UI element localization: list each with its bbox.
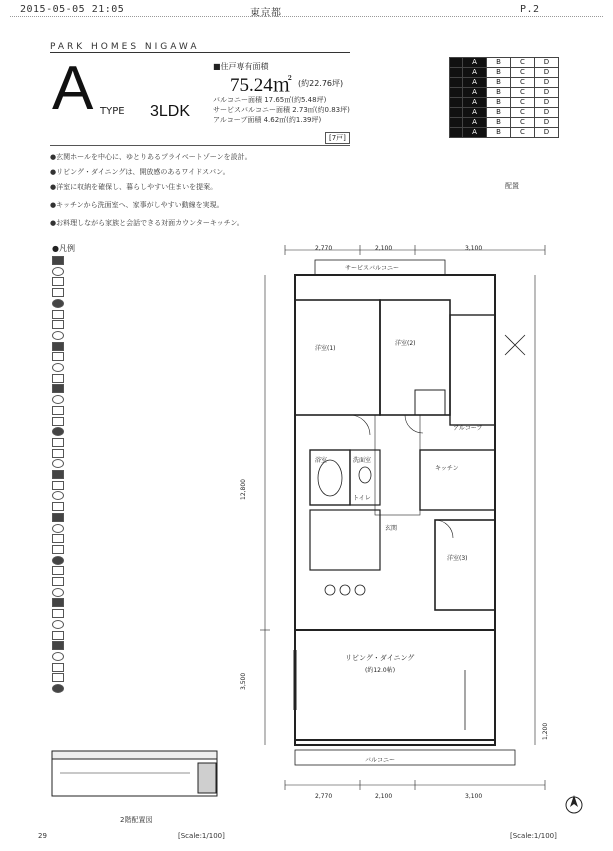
legend-item <box>52 256 70 266</box>
legend-item <box>52 534 70 544</box>
legend-item <box>52 588 70 598</box>
legend-item <box>52 342 70 352</box>
grid-cell: B <box>487 68 511 78</box>
grid-cell: D <box>535 98 559 108</box>
legend-symbol-icon <box>52 684 64 693</box>
footer-scale-right: [Scale:1/100] <box>510 832 557 840</box>
grid-key-cell <box>450 118 463 128</box>
grid-key-cell <box>450 88 463 98</box>
grid-row <box>450 118 559 128</box>
grid-cell: A <box>463 88 487 98</box>
legend-symbol-icon <box>52 534 64 543</box>
legend-symbol-icon <box>52 310 64 319</box>
grid-cell: C <box>511 68 535 78</box>
floor-plan <box>235 230 555 810</box>
grid-cell: A <box>463 108 487 118</box>
legend-item <box>52 299 70 309</box>
grid-cell: C <box>511 98 535 108</box>
grid-cell: B <box>487 78 511 88</box>
brand-name: PARK HOMES NIGAWA <box>50 42 200 52</box>
grid-cell: B <box>487 108 511 118</box>
legend-item <box>52 502 70 512</box>
room-label: バルコニー <box>365 757 396 764</box>
grid-cell: C <box>511 88 535 98</box>
legend-item <box>52 384 70 394</box>
legend-item <box>52 652 70 662</box>
dim-top-3: 3,100 <box>465 245 483 252</box>
grid-row <box>450 58 559 68</box>
type-label: TYPE <box>100 106 125 117</box>
grid-row <box>450 78 559 88</box>
grid-cell: C <box>511 118 535 128</box>
grid-cell: D <box>535 68 559 78</box>
grid-cell: B <box>487 128 511 138</box>
dim-bottom-1: 2,770 <box>315 793 333 800</box>
legend-item <box>52 449 70 459</box>
grid-cell: A <box>463 58 487 68</box>
grid-cell: B <box>487 98 511 108</box>
legend-item <box>52 673 70 683</box>
grid-key-cell <box>450 128 463 138</box>
legend-title: ●凡例 <box>52 244 75 253</box>
feature-item: ●お料理しながら家族と会話できる対面カウンターキッチン。 <box>50 219 244 227</box>
legend-symbol-icon <box>52 641 64 650</box>
room-label: 洋室(2) <box>395 340 416 347</box>
legend-symbol-icon <box>52 481 64 490</box>
dim-bottom-2: 2,100 <box>375 793 393 800</box>
grid-row <box>450 128 559 138</box>
dim-left-1: 12,800 <box>240 479 247 500</box>
legend-item <box>52 288 70 298</box>
grid-cell: B <box>487 58 511 68</box>
dim-top-2: 2,100 <box>375 245 393 252</box>
legend-symbol-icon <box>52 438 64 447</box>
legend-symbol-icon <box>52 588 64 597</box>
legend-item <box>52 438 70 448</box>
grid-row <box>450 98 559 108</box>
legend-symbol-icon <box>52 320 64 329</box>
legend-symbol-icon <box>52 470 64 479</box>
room-label: サービスバルコニー <box>345 265 400 272</box>
legend-item <box>52 470 70 480</box>
legend-item <box>52 417 70 427</box>
grid-cell: D <box>535 108 559 118</box>
room-label: トイレ <box>353 495 371 502</box>
legend-item <box>52 641 70 651</box>
grid-cell: D <box>535 88 559 98</box>
header-divider <box>10 16 603 17</box>
legend-item <box>52 545 70 555</box>
legend-item <box>52 363 70 373</box>
grid-cell: A <box>463 118 487 128</box>
grid-cell: D <box>535 118 559 128</box>
legend-symbol-icon <box>52 417 64 426</box>
room-label: 洋室(1) <box>315 345 336 352</box>
grid-cell: C <box>511 58 535 68</box>
legend-symbol-icon <box>52 384 64 393</box>
grid-key-cell <box>450 78 463 88</box>
legend-symbol-icon <box>52 342 64 351</box>
grid-cell: D <box>535 128 559 138</box>
legend-symbol-icon <box>52 620 64 629</box>
legend-item <box>52 620 70 630</box>
header-timestamp: 2015-05-05 21:05 <box>20 4 125 15</box>
dim-right-1: 1,200 <box>542 722 549 740</box>
legend-symbol-icon <box>52 631 64 640</box>
room-label: 洗面室 <box>353 457 372 464</box>
legend-symbol-icon <box>52 513 64 522</box>
legend-item <box>52 320 70 330</box>
dim-top-1: 2,770 <box>315 245 333 252</box>
grid-cell: B <box>487 88 511 98</box>
room-label: 洋室(3) <box>447 555 468 562</box>
spec-rule <box>50 145 350 146</box>
legend-symbol-icon <box>52 374 64 383</box>
legend-symbol-icon <box>52 673 64 682</box>
legend-symbol-icon <box>52 566 64 575</box>
legend-symbol-icon <box>52 652 64 661</box>
legend-item <box>52 556 70 566</box>
legend-item <box>52 631 70 641</box>
feature-item: ●リビング・ダイニングは、開放感のあるワイドスパン。 <box>50 168 230 176</box>
grid-cell: B <box>487 118 511 128</box>
legend-item <box>52 598 70 608</box>
legend-symbol-icon <box>52 427 64 436</box>
grid-cell: C <box>511 128 535 138</box>
area-label: ■住戸専有面積 <box>213 62 269 71</box>
legend-item <box>52 513 70 523</box>
legend-item <box>52 609 70 619</box>
grid-cell: A <box>463 98 487 108</box>
room-label: 玄関 <box>385 525 398 532</box>
type-location-grid <box>449 57 559 138</box>
legend-symbol-icon <box>52 299 64 308</box>
dim-bottom-3: 3,100 <box>465 793 483 800</box>
feature-item: ●洋室に収納を確保し、暮らしやすい住まいを提案。 <box>50 183 218 191</box>
legend-item <box>52 331 70 341</box>
legend-symbol-icon <box>52 502 64 511</box>
legend-symbol-icon <box>52 524 64 533</box>
grid-row <box>450 88 559 98</box>
grid-caption: 配置 <box>505 182 519 190</box>
legend-symbol-icon <box>52 406 64 415</box>
dim-left-2: 3,500 <box>240 672 247 690</box>
legend-item <box>52 352 70 362</box>
legend-symbol-icon <box>52 277 64 286</box>
footer-scale: [Scale:1/100] <box>178 832 225 840</box>
legend-item <box>52 267 70 277</box>
north-arrow-icon <box>565 793 583 817</box>
spec-alcove: アルコーブ面積 4.62㎡(約1.39坪) <box>213 116 322 124</box>
feature-item: ●キッチンから洗面室へ、家事がしやすい動線を実現。 <box>50 201 224 209</box>
grid-row <box>450 68 559 78</box>
grid-cell: D <box>535 58 559 68</box>
legend-item <box>52 524 70 534</box>
grid-key-cell <box>450 98 463 108</box>
legend-symbol-icon <box>52 352 64 361</box>
legend-symbol-icon <box>52 491 64 500</box>
grid-key-cell <box>450 108 463 118</box>
room-label: キッチン <box>435 465 459 472</box>
legend-symbol-icon <box>52 449 64 458</box>
legend-symbol-icon <box>52 267 64 276</box>
legend-item <box>52 277 70 287</box>
grid-cell: A <box>463 78 487 88</box>
legend-item <box>52 684 70 694</box>
grid-cell: C <box>511 78 535 88</box>
legend-item <box>52 406 70 416</box>
legend-symbol-icon <box>52 663 64 672</box>
brand-rule <box>50 52 350 53</box>
legend-symbol-icon <box>52 288 64 297</box>
legend-symbol-icon <box>52 395 64 404</box>
legend-item <box>52 663 70 673</box>
legend-symbol-icon <box>52 363 64 372</box>
legend-item <box>52 577 70 587</box>
legend-symbol-icon <box>52 577 64 586</box>
room-label: アルコーブ <box>453 425 483 432</box>
footer-page: 29 <box>38 832 47 840</box>
legend-item <box>52 395 70 405</box>
legend-item <box>52 481 70 491</box>
legend-symbol-icon <box>52 556 64 565</box>
area-value: 75.24㎡ <box>230 75 292 96</box>
header-page: P.2 <box>520 4 540 15</box>
type-letter: A <box>52 54 94 123</box>
grid-cell: A <box>463 128 487 138</box>
legend-symbol-icon <box>52 459 64 468</box>
room-size: (約12.0帖) <box>365 667 396 674</box>
legend-item <box>52 459 70 469</box>
grid-key-cell <box>450 68 463 78</box>
spec-service-balcony: サービスバルコニー面積 2.73㎡(約0.83坪) <box>213 106 350 114</box>
grid-cell: C <box>511 108 535 118</box>
keyplan-caption: 2階配置図 <box>120 816 153 824</box>
legend-symbol-icon <box>52 598 64 607</box>
legend-item <box>52 491 70 501</box>
legend-item <box>52 566 70 576</box>
grid-cell: D <box>535 78 559 88</box>
grid-key-cell <box>450 58 463 68</box>
legend-symbol-icon <box>52 331 64 340</box>
legend-symbol-icon <box>52 256 64 265</box>
legend-symbol-icon <box>52 545 64 554</box>
area-tsubo: (約22.76坪) <box>298 79 344 88</box>
legend-item <box>52 427 70 437</box>
unit-count: [7戸] <box>325 132 350 144</box>
layout-label: 3LDK <box>150 103 191 120</box>
legend-item <box>52 374 70 384</box>
room-label: 浴室 <box>315 457 328 464</box>
header-title: 東京都 <box>250 8 282 19</box>
feature-item: ●玄関ホールを中心に、ゆとりあるプライベートゾーンを設計。 <box>50 153 252 161</box>
spec-balcony: バルコニー面積 17.65㎡(約5.48坪) <box>213 96 327 104</box>
legend-item <box>52 310 70 320</box>
grid-cell: A <box>463 68 487 78</box>
room-label: リビング・ダイニング <box>345 654 415 662</box>
legend-symbol-icon <box>52 609 64 618</box>
grid-row <box>450 108 559 118</box>
